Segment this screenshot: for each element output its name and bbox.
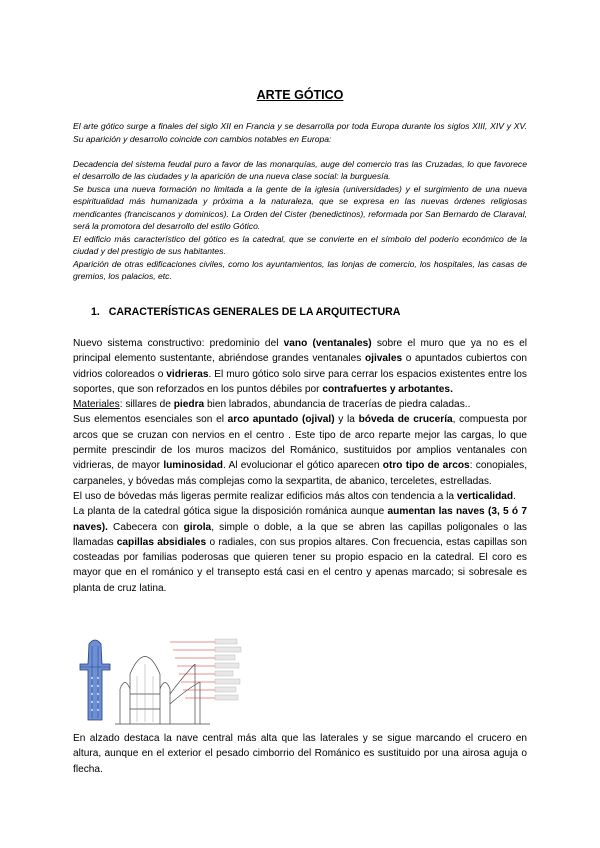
intro-paragraph: Decadencia del sistema feudal puro a favor de las monarquías, auge del comercio tras las Cruzadas, lo que favorece el desarrollo de las ciudades y la aparición de una nueva clase social: la burguesía. (73, 158, 527, 181)
body-paragraph: En alzado destaca la nave central más alta que las laterales y se sigue marcando el crucero en altura, aunque en el exterior el pesado cimborrio del Románico es sustituido por una airosa aguja o flecha. (73, 733, 527, 775)
section-number: 1. (91, 306, 100, 318)
intro-block (73, 120, 527, 283)
body-paragraph: Nuevo sistema constructivo: predominio del vano (ventanales) sobre el muro que ya no es el principal elemento sustentante, abriéndose grandes ventanales ojivales o apuntados cubiertos con vidrios coloreados o vidrieras. El muro gótico solo sirve para cerrar los espacios existentes entre los soportes, que son reforzados en los puntos débiles por contrafuertes y arbotantes. (73, 338, 528, 395)
intro-paragraph: El edificio más característico del gótico es la catedral, que se convierte en el símbolo del poderío económico de la ciudad y del prestigio de sus habitantes. (73, 233, 527, 256)
section-title: CARACTERÍSTICAS GENERALES DE LA ARQUITECTURA (108, 306, 401, 318)
diagram-label-lines (170, 642, 215, 698)
body-paragraph: Materiales: sillares de piedra bien labrados, abundancia de tracerías de piedra caladas.. (73, 399, 471, 411)
body-paragraph: Sus elementos esenciales son el arco apuntado (ojival) y la bóveda de crucería, compuesta por arcos que se cruzan con nervios en el centro . Este tipo de arco reparte mejor las cargas, lo que permite prescindir de los muros macizos del Románico, sustituidos por amplios ventanales con vidrieras, de mayor luminosidad. Al evolucionar el gótico aparecen otro tipo de arcos: conopiales, carpaneles, y bóvedas más complejas como la sexpartita, de abanico, terceletes, estrelladas. (73, 414, 528, 487)
materials-label: Materiales (73, 399, 120, 411)
body-paragraph: La planta de la catedral gótica sigue la disposición románica aunque aumentan las naves (3, 5 ó 7 naves). Cabecera con girola, simple o doble, a la que se abren las capillas poligonales o las llamadas capillas absidiales o radiales, con sus propios altares. Con frecuencia, estas capillas son costeadas por familias poderosas que quieren tener su propio espacio en la catedral. El coro es mayor que en el románico y el transepto está casi en el centro y apenas marcado; si sobresale es planta de cruz latina. (73, 506, 527, 594)
cathedral-floor-plan-image (80, 640, 110, 720)
intro-paragraph: Aparición de otras edificaciones civiles, como los ayuntamientos, las lonjas de comercio, los hospitales, las casas de gremios, los palacios, etc. (73, 258, 527, 281)
elevation-paragraph-block (73, 731, 527, 777)
diagram-label-boxes (215, 639, 241, 700)
intro-paragraph: El arte gótico surge a finales del siglo XII en Francia y se desarrolla por toda Europa durante los siglos XIII, XIV y XV. Su aparición y desarrollo coincide con cambios notables en Europa: (73, 121, 527, 144)
cathedral-illustrations (75, 634, 285, 726)
intro-paragraph: Se busca una nueva formación no limitada a la gente de la iglesia (universidades) y el surgimiento de una nueva espiritualidad más humanizada y próxima a la naturaleza, que se expresa en las nuevas órdenes religiosas mendicantes (franciscanos y dominicos). La Orden del Cister (benedictinos), reformada por San Bernardo de Claraval, será la promotora del desarrollo del estilo Gótico. (73, 183, 527, 231)
section-body (73, 336, 527, 596)
body-paragraph: El uso de bóvedas más ligeras permite realizar edificios más altos con tendencia a la verticalidad. (73, 490, 516, 502)
page-title: ARTE GÓTICO (256, 88, 344, 102)
section-heading (91, 306, 400, 318)
